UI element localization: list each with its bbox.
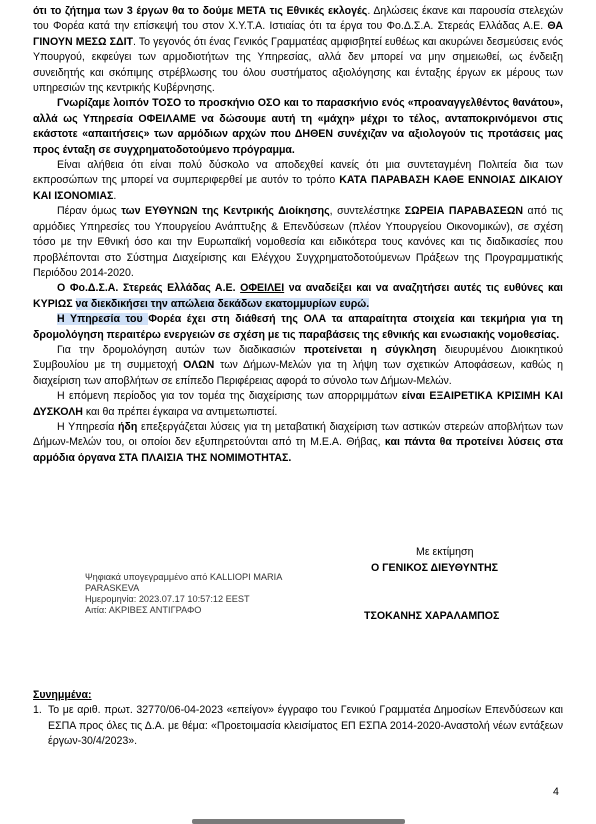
bold-text: Ο Φο.Δ.Σ.Α. Στερεάς Ελλάδας Α.Ε.: [57, 282, 241, 295]
attachments-title: Συνημμένα:: [33, 689, 92, 701]
attachment-number: 1.: [33, 704, 42, 717]
text: Για την δρομολόγηση αυτών των διαδικασιών: [57, 343, 304, 356]
digital-signature-date: Ημερομηνία: 2023.07.17 10:57:12 EEST: [85, 594, 250, 604]
text: , συντελέστηκε: [329, 205, 405, 218]
paragraph-2: [33, 96, 563, 158]
paragraph-7: [33, 343, 563, 389]
bold-text: ΟΛΩΝ: [183, 359, 215, 372]
text: από τις αρμόδιες Υπηρεσίες του Υπουργείου Ανάπτυξης & Επενδύσεων (πλέον Υπουργείου Οικονομικών), σε σχέση τόσο με την Εθνική όσο και την Ευρωπαϊκή νομοθεσία και ειδικότερα τους κανόνες και τις διαδικασίες που προβλέπονται στο Σύστημα Διαχείρισης και Ελέγχου Συγχρηματοδοτούμενων Πράξεων της Προγραμματικής Περιόδου 2014-2020.: [33, 205, 563, 279]
text: . Το γεγονός ότι ένας Γενικός Γραμματέας αμφισβητεί ευθέως και ακυρώνει δεσμεύσεις ενός Υπουργού, εκφεύγει των αρμοδιοτήτων της Υπηρεσίας, αλλά δεν μπορεί να μην σημειωθεί, ως ένδειξη συνειδητής και σκόπιμης στρέβλωσης του όλου συστήματος αξιολόγησης και ένταξης έργων εκ μέρους των υπηρεσιών της κεντρικής Κυβέρνησης.: [33, 35, 564, 95]
signature-block: [33, 546, 563, 636]
bold-text: ΣΩΡΕΙΑ ΠΑΡΑΒΑΣΕΩΝ: [404, 205, 523, 218]
digital-signature-line: Ψηφιακά υπογεγραμμένο από KALLIOPI MARIA: [85, 572, 283, 582]
paragraph-5: [33, 281, 563, 312]
bold-text: των ΕΥΘΥΝΩΝ της Κεντρικής Διοίκησης: [121, 205, 330, 218]
attachments-section: [33, 688, 563, 750]
paragraph-1: [33, 4, 563, 96]
bold-text: προτείνεται η σύγκληση: [303, 343, 437, 356]
bold-text: Γνωρίζαμε λοιπόν ΤΟΣΟ το προσκήνιο ΟΣΟ και το παρασκήνιο ενός «προαναγγελθέντος θανάτου», αλλά ως Υπηρεσία ΟΦΕΙΛΑΜΕ να δώσουμε αυτή τη «μάχη» μέχρι το τέλος, ανταποκρινόμενοι στις εκάστοτε «απαιτήσεις» των αρμόδιων αρχών που ΔΗΘΕΝ συνέχιζαν να αξιολογούν τις προτάσεις μας προς ένταξη σε συγχρηματοδοτούμενο πρόγραμμα.: [33, 97, 563, 156]
text: . Δηλώσεις έκανε και παρουσία στελεχών του Φορέα κατά την επίσκεψή του στον Χ.Υ.Τ.Α. Ιστιαίας ότι τα έργα του Φο.Δ.Σ.Α. Στερεάς Ελλάδας Α.Ε.: [33, 5, 563, 33]
page-number: 4: [553, 786, 559, 798]
horizontal-scrollbar[interactable]: [192, 819, 405, 824]
paragraph-3: [33, 158, 563, 204]
text: Είναι αλήθεια ότι είναι πολύ δύσκολο να αποδεχθεί κανείς ότι μια συντεταγμένη Πολιτεία δια των εκπροσώπων της μπορεί να συμπεριφερθεί με αυτόν το τρόπο: [33, 159, 563, 187]
bold-text: Φορέα έχει στη διάθεσή της ΟΛΑ τα απαραίτητα στοιχεία και τεκμήρια για τη δρομολόγηση περαιτέρω ενεργειών σε σχέση με τις παραβάσεις της εθνικής και ενωσιακής νομοθεσίας.: [33, 313, 563, 341]
attachment-text: Το με αριθ. πρωτ. 32770/06-04-2023 «επείγον» έγγραφο του Γενικού Γραμματέα Δημοσίων Επενδύσεων και ΕΣΠΑ προς όλες τις Δ.Α. με θέμα: «Προετοιμασία κλεισίματος ΕΠ ΕΣΠΑ 2014-2020-Αναστολή νέων εντάξεων έργων-30/4/2023».: [48, 704, 563, 748]
digital-signature-line: PARASKEVA: [85, 583, 140, 593]
bold-text: είναι ΕΞΑΙΡΕΤΙΚΑ ΚΡΙΣΙΜΗ ΚΑΙ ΔΥΣΚΟΛΗ: [33, 390, 563, 418]
attachment-item: [33, 703, 563, 749]
bold-text: ήδη: [117, 420, 138, 433]
bold-text: ΘΑ ΓΙΝΟΥΝ ΜΕΣΩ ΣΔΙΤ: [33, 20, 563, 48]
text: .: [113, 189, 117, 202]
paragraph-9: [33, 420, 563, 466]
text: επεξεργάζεται λύσεις για τη μεταβατική διαχείριση των αστικών στερεών αποβλήτων των Δήμων-Μελών του, οι οποίοι δεν εξυπηρετούνται από τη Μ.Ε.Α. Θήβας,: [33, 420, 563, 449]
text: και θα πρέπει έγκαιρα να αντιμετωπιστεί.: [82, 405, 278, 418]
paragraph-6: [33, 312, 563, 343]
bold-text: ότι το ζήτημα των 3 έργων θα το δούμε ΜΕΤΑ τις Εθνικές εκλογές: [33, 5, 368, 17]
highlighted-text[interactable]: να διεκδικήσει την απώλεια δεκάδων εκατομμυρίων ευρώ.: [75, 297, 370, 310]
closing-text: Με εκτίμηση: [416, 546, 474, 558]
signatory-name: ΤΣΟΚΑΝΗΣ ΧΑΡΑΛΑΜΠΟΣ: [364, 610, 500, 622]
highlighted-text[interactable]: Η Υπηρεσία του: [57, 313, 149, 326]
paragraph-4: [33, 204, 563, 281]
bold-text: ΚΑΤΑ ΠΑΡΑΒΑΣΗ ΚΑΘΕ ΕΝΝΟΙΑΣ ΔΙΚΑΙΟΥ ΚΑΙ ΙΣΟΝΟΜΙΑΣ: [33, 174, 563, 202]
bold-text: και πάντα θα προτείνει λύσεις στα αρμόδια όργανα ΣΤΑ ΠΛΑΙΣΙΑ ΤΗΣ ΝΟΜΙΜΟΤΗΤΑΣ.: [33, 436, 563, 464]
text: διευρυμένου Διοικητικού Συμβουλίου με τη συμμετοχή: [33, 343, 564, 372]
paragraph-8: [33, 389, 563, 420]
text: των Δήμων-Μελών για τη λήψη των σχετικών Αποφάσεων, καθώς η διαχείριση των αποβλήτων σε επίπεδο Περιφέρειας αφορά το σύνολο των Δήμων-Μελών.: [33, 359, 564, 387]
signatory-role: Ο ΓΕΝΙΚΟΣ ΔΙΕΥΘΥΝΤΗΣ: [371, 562, 498, 574]
document-body: [33, 4, 563, 466]
text: Η επόμενη περίοδος για τον τομέα της διαχείρισης των απορριμμάτων: [57, 390, 402, 403]
text: Η Υπηρεσία: [57, 420, 118, 433]
text: Πέραν όμως: [57, 205, 122, 218]
digital-signature[interactable]: [85, 572, 335, 616]
bold-text: να αναδείξει και να αναζητήσει αυτές τις ευθύνες και ΚΥΡΙΩΣ: [33, 282, 564, 310]
bold-underline-text: ΟΦΕΙΛΕΙ: [240, 282, 285, 295]
digital-signature-reason: Αιτία: ΑΚΡΙΒΕΣ ΑΝΤΙΓΡΑΦΟ: [85, 605, 202, 615]
